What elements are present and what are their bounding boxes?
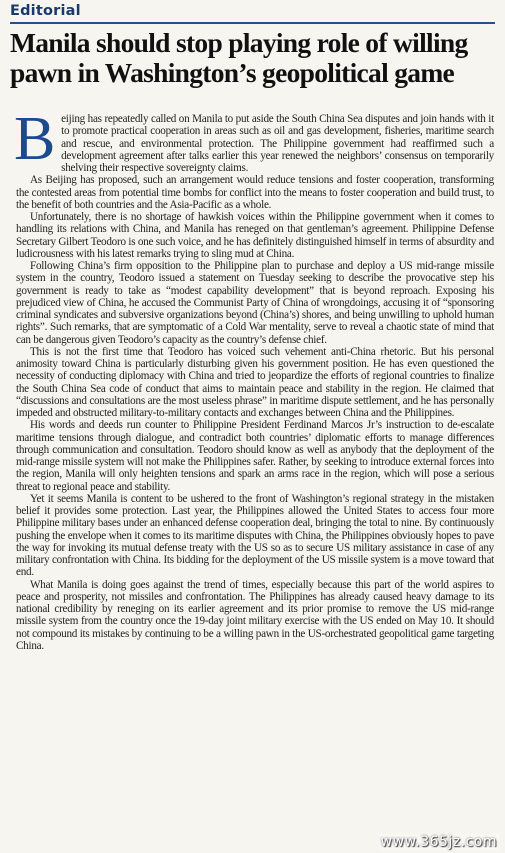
paragraph-2: As Beijing has proposed, such an arrangement would reduce tensions and foster cooperation, transforming the contested areas from potential time bombs for conflict into the means to foster cooperation and build trust, to the benefit of both countries and the Asia-Pacific as a whole. <box>16 174 494 211</box>
section-label: Editorial <box>10 3 81 19</box>
drop-cap: B <box>14 105 56 173</box>
paragraph-5: This is not the first time that Teodoro has voiced such vehement anti-China rhetoric. But his personal animosity toward China is particularly disturbing given his government position. He has even questioned the necessity of conducting diplomacy with China and tried to jeopardize the efforts of regional countries to finalize the South China Sea code of conduct that aims to maintain peace and stability in the region. He claimed that “discussions and consultations are the most useless phrase” in maritime dispute settlement, and he has personally impeded and obstructed military-to-military contacts and exchanges between China and the Philippines. <box>16 345 494 419</box>
paragraph-4: Following China’s firm opposition to the Philippine plan to purchase and deploy a US mid-range missile system in the country, Teodoro issued a statement on Tuesday seeking to describe the provocative step his government is ready to take as “modest capability development” that is beyond reproach. Exposing his prejudiced view of China, he accused the Communist Party of China of wrongdoings, accusing it of “sponsoring criminal syndicates and subversive organizations beyond (China’s) shores, and being unwilling to uphold human rights”. Such remarks, that are symptomatic of a Cold War mentality, serve to reveal a chaotic state of mind that can be dangerous given Teodoro’s capacity as the country’s defense chief. <box>16 260 494 346</box>
paragraph-1-text: eijing has repeatedly called on Manila to put aside the South China Sea disputes and join hands with it to promote practical cooperation in areas such as oil and gas development, fisheries, maritime search and rescue, and environmental protection. The Philippine government had reaffirmed such a development agreement after talks earlier this year renewed the neighbors’ consensus on temporarily shelving their respective sovereignty claims. <box>61 113 494 174</box>
paragraph-8: What Manila is doing goes against the trend of times, especially because this part of the world aspires to peace and prosperity, not missiles and confrontation. The Philippines has already caused heavy damage to its national credibility by reneging on its earlier agreement and its prior promise to remove the US mid-range missile system from the country once the 19-day joint military exercise with the US ended on May 10. It should not compound its mistakes by continuing to be a willing pawn in the US-orchestrated geopolitical game targeting China. <box>16 578 494 652</box>
paragraph-6: His words and deeds run counter to Philippine President Ferdinand Marcos Jr’s instruction to de-escalate maritime tensions through dialogue, and contradict both countries’ diplomatic efforts to manage differences through communication and consultation. Teodoro should know as well as anybody that the deployment of the mid-range missile system will not make the Philippines safer. Rather, by seeking to introduce external forces into the region, Manila will only heighten tensions and spark an arms race in the region, which will pose a serious threat to regional peace and stability. <box>16 419 494 493</box>
section-divider <box>10 22 495 24</box>
paragraph-3: Unfortunately, there is no shortage of hawkish voices within the Philippine government when it comes to handling its relations with China, and Manila has reneged on that gentleman’s agreement. Philippine Defense Secretary Gilbert Teodoro is one such voice, and he has definitely distinguished himself in terms of absurdity and ludicrousness with his latest remarks trying to sling mud at China. <box>16 211 494 260</box>
watermark: www.365jz.com <box>380 834 497 850</box>
paragraph-7: Yet it seems Manila is content to be ushered to the front of Washington’s regional strategy in the mistaken belief it provides some protection. Last year, the Philippines allowed the United States to access four more Philippine military bases under an enhanced defense cooperation deal, bringing the total to nine. By continuously pushing the envelope when it comes to its maritime disputes with China, the Philippines obviously hopes to pave the way for invoking its mutual defense treaty with the US so as to secure US military assistance in case of any military confrontation with China. Its bidding for the deployment of the US missile system is a move toward that end. <box>16 492 494 579</box>
paragraph-1 <box>14 105 494 174</box>
headline: Manila should stop playing role of willing pawn in Washington’s geopolitical game <box>10 27 468 88</box>
article-body <box>14 105 494 652</box>
